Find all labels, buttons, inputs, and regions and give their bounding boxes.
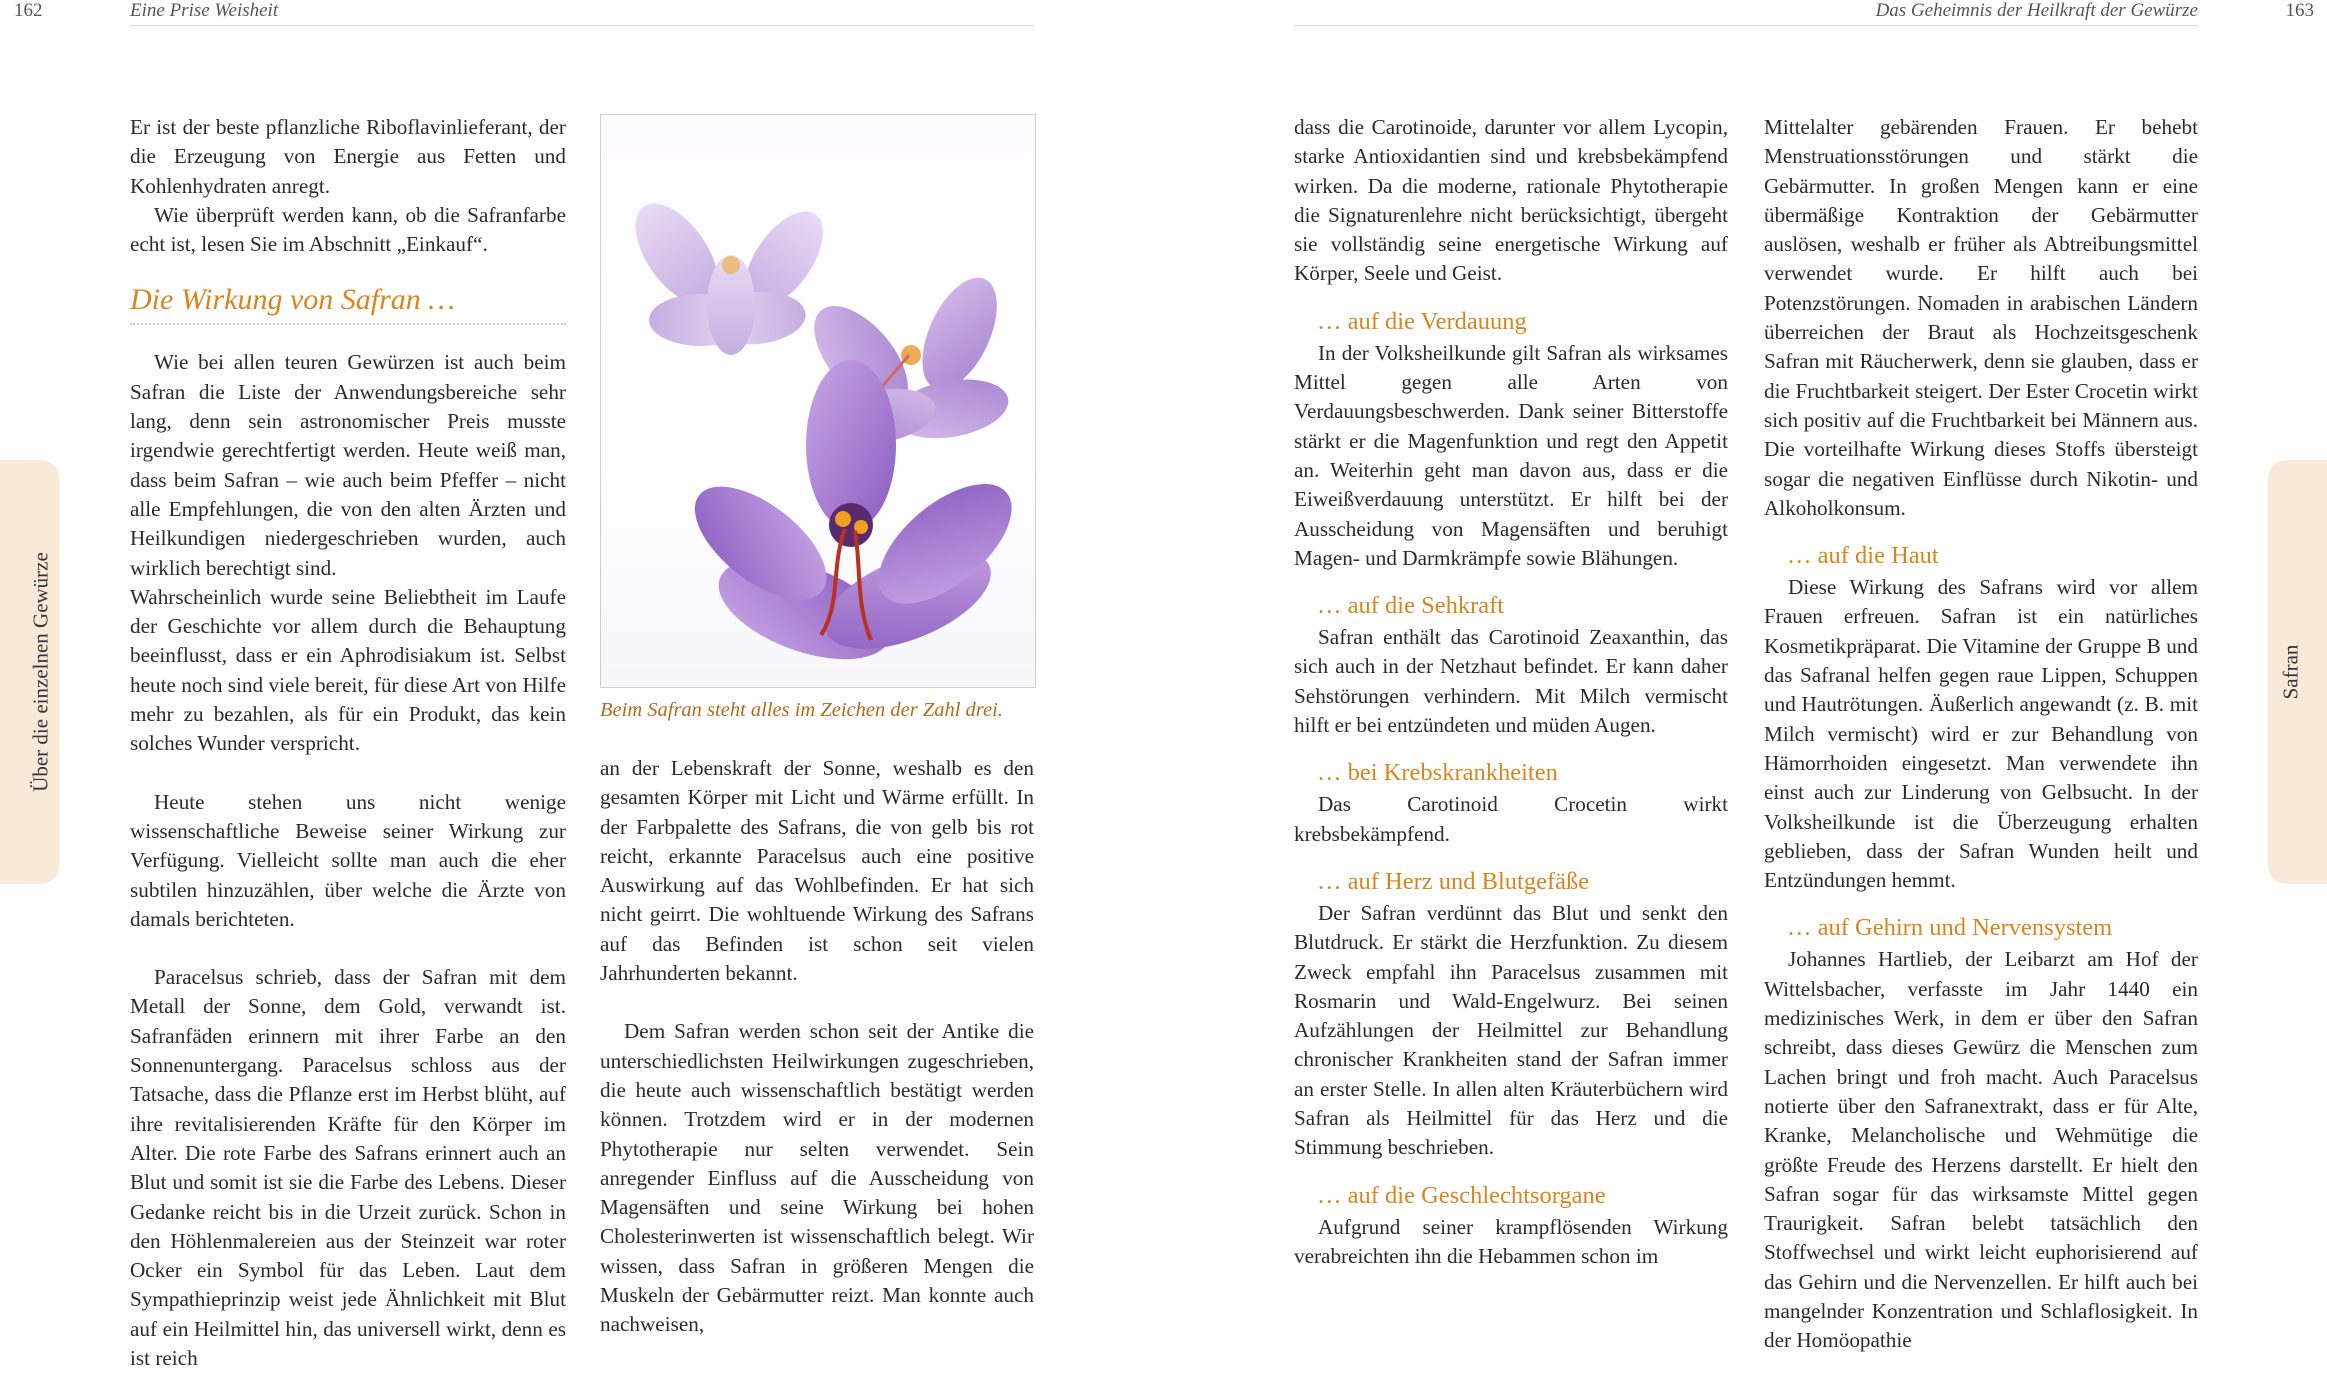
page-number-left: 162 [14, 0, 43, 21]
paragraph: Er ist der beste pflanzliche Riboflavinlieferant, der die Erzeugung von Energie aus Fetten und Kohlenhydraten anregt. [130, 115, 566, 198]
subheading: … auf die Verdauung [1317, 307, 1527, 335]
paragraph: Das Carotinoid Crocetin wirkt krebsbekämpfend. [1294, 792, 1728, 846]
paragraph: Aufgrund seiner krampflösenden Wirkung verabreichten ihn die Hebammen schon im [1294, 1214, 1728, 1268]
running-head-right: Das Geheimnis der Heilkraft der Gewürze [1875, 0, 2198, 21]
subheading: … auf die Geschlechtsorgane [1317, 1181, 1606, 1209]
paragraph: dass die Carotinoide, darunter vor allem Lycopin, starke Antioxidantien sind und krebsbekämpfend wirken. Da die moderne, rationale Phytotherapie die Signaturenlehre nicht berücksichtigt, übergeht sie vollständig seine energetische Wirkung auf Körper, Seele und Geist. [1294, 115, 1728, 286]
paragraph: Wahrscheinlich wurde seine Beliebtheit im Laufe der Geschichte vor allem durch die Behauptung beeinflusst, dass er ein Aphrodisiakum ist. Selbst heute noch sind viele bereit, für diese Art von Hilfe mehr zu bezahlen, als für ein Produkt, das kein solches Wunder verspricht. [130, 584, 566, 756]
heading-dotted-rule [130, 323, 566, 325]
paragraph: Der Safran verdünnt das Blut und senkt den Blutdruck. Er stärkt die Herzfunktion. Zu diesem Zweck empfahl ihn Paracelsus zusammen mit Rosmarin und Wald-Engelwurz. Bei seinen Aufzählungen der Heilmittel zur Behandlung chronischer Krankheiten stand der Safran immer an erster Stelle. In allen alten Kräuterbüchern wird Safran als Heilmittel für das Herz und die Stimmung beschrieben. [1294, 900, 1728, 1160]
paragraph: Dem Safran werden schon seit der Antike die unterschiedlichsten Heilwirkungen zugeschrieben, die heute auch wissenschaftlich bestätigt werden können. Trotzdem wird er in der modernen Phytotherapie nur selten verwendet. Sein anregender Einfluss auf die Ausscheidung von Magensäften und seine Wirkung bei hohen Cholesterinwerten ist wissenschaftlich belegt. Wir wissen, dass Safran in größeren Mengen die Muskeln der Gebärmutter reizt. Man konnte auch nachweisen, [600, 1019, 1034, 1337]
paragraph: Johannes Hartlieb, der Leibarzt am Hof der Wittelsbacher, verfasste im Jahr 1440 ein medizinisches Werk, in dem er über den Safran schreibt, dass dieses Gewürz die Menschen zum Lachen bringt und froh macht. Auch Paracelsus notierte über den Safranextrakt, dass er für Alte, Kranke, Melancholische und Wehmütige die größte Freude des Herzens darstellt. Er hielt den Safran sogar für das wirksamste Mittel gegen Traurigkeit. Safran belebt tatsächlich den Stoffwechsel und wirkt leicht euphorisierend auf das Gehirn und die Nervenzellen. Er hilft auch bei mangelnder Konzentration und Schlaflosigkeit. In der Homöopathie [1764, 947, 2198, 1353]
subheading: … auf Herz und Blutgefäße [1317, 867, 1590, 895]
subheading: … bei Krebskrankheiten [1317, 759, 1558, 787]
page-number-right: 163 [2285, 0, 2314, 21]
header-rule-right [1294, 25, 2198, 26]
subheading: … auf die Sehkraft [1317, 592, 1505, 620]
paragraph: Wie bei allen teuren Gewürzen ist auch beim Safran die Liste der Anwendungsbereiche sehr lang, denn sein astronomischer Preis musste irgendwie gerechtfertigt werden. Heute weiß man, dass beim Safran – wie auch beim Pfeffer – nicht alle Empfehlungen, die von den alten Ärzten und Heilkundigen niedergeschrieben wurden, auch wirklich berechtigt sind. [130, 350, 566, 580]
side-tab-left-label: Über die einzelnen Gewürze [28, 552, 53, 792]
paragraph: Safran enthält das Carotinoid Zeaxanthin, das sich auch in der Netzhaut befindet. Er kann daher Sehstörungen verhindern. Mit Milch vermischt hilft er bei entzündeten und müden Augen. [1294, 625, 1728, 738]
running-head-left: Eine Prise Weisheit [130, 0, 279, 21]
photo-caption: Beim Safran steht alles im Zeichen der Zahl drei. [600, 699, 1003, 721]
paragraph: Diese Wirkung des Safrans wird vor allem Frauen erfreuen. Safran ist ein natürliches Kosmetikpräparat. Die Vitamine der Gruppe B und das Safranal helfen gegen raue Lippen, Schuppen und Hautrötungen. Äußerlich angewandt (z. B. mit Milch vermischt) wird er zur Behandlung von Hämorrhoiden eingesetzt. Man verwendete ihn einst auch zur Linderung von Gelbsucht. In der Volksheilkunde ist die Überzeugung erhalten geblieben, dass der Safran Wunden heilt und Entzündungen hemmt. [1764, 575, 2198, 893]
paragraph: Heute stehen uns nicht wenige wissenschaftliche Beweise seiner Wirkung zur Verfügung. Vielleicht sollte man auch die eher subtilen hinzuzählen, über welche die Ärzte von damals berichteten. [130, 789, 566, 931]
paragraph: Wie überprüft werden kann, ob die Safranfarbe echt ist, lesen Sie im Abschnitt „Einkauf“. [130, 202, 566, 257]
paragraph: In der Volksheilkunde gilt Safran als wirksames Mittel gegen alle Arten von Verdauungsbeschwerden. Dank seiner Bitterstoffe stärkt er die Magenfunktion und regt den Appetit an. Weiterhin geht man davon aus, dass er die Eiweißverdauung unterstützt. Er hilft bei der Ausscheidung von Magensäften und beruhigt Magen- und Darmkrämpfe sowie Blähungen. [1294, 340, 1728, 570]
header-rule-left [130, 25, 1035, 26]
subheading: … auf Gehirn und Nervensystem [1787, 914, 2113, 942]
section-heading: Die Wirkung von Safran … [130, 283, 455, 317]
subheading: … auf die Haut [1787, 542, 1939, 570]
left-column-1 [130, 113, 566, 1373]
paragraph: Mittelalter gebärenden Frauen. Er behebt Menstruationsstörungen und stärkt die Gebärmutter. In großen Mengen kann er eine übermäßige Kontraktion der Gebärmutter auslösen, weshalb er früher als Abtreibungsmittel verwendet wurde. Er hilft auch bei Potenzstörungen. Nomaden in arabischen Ländern überreichen der Braut als Hochzeitsgeschenk Safran mit Räucherwerk, denn sie glauben, dass er die Fruchtbarkeit steigert. Der Ester Crocetin wirkt sich positiv auf die Fruchtbarkeit bei Männern aus. Die vorteilhafte Wirkung dieses Stoffs übersteigt sogar die negativen Einflüsse durch Nikotin- und Alkoholkonsum. [1764, 115, 2198, 520]
crocus-illustration [601, 115, 1035, 687]
paragraph: an der Lebenskraft der Sonne, weshalb es den gesamten Körper mit Licht und Wärme erfüllt. In der Farbpalette des Safrans, die von gelb bis rot reicht, erkannte Paracelsus auch eine positive Auswirkung auf das Wohlbefinden. Er hat sich nicht geirrt. Die wohltuende Wirkung des Safrans auf das Befinden ist schon seit vielen Jahrhunderten bekannt. [600, 756, 1034, 986]
left-column-2 [600, 754, 1034, 1340]
right-column-1 [1294, 113, 1728, 1271]
saffron-flower-photo [600, 114, 1036, 688]
right-column-2 [1764, 113, 2198, 1356]
paragraph: Paracelsus schrieb, dass der Safran mit dem Metall der Sonne, dem Gold, verwandt ist. Safranfäden erinnern mit ihrer Farbe an den Sonnenuntergang. Paracelsus schloss aus der Tatsache, dass die Pflanze erst im Herbst blüht, auf ihre revitalisierenden Kräfte für den Körper im Alter. Die rote Farbe des Safrans erinnert auch an Blut und somit ist sie die Farbe des Lebens. Dieser Gedanke reicht bis in die Urzeit zurück. Schon in den Höhlenmalereien aus der Steinzeit war roter Ocker ein Symbol für das Leben. Laut dem Sympathieprinzip weist jede Ähnlichkeit mit Blut auf ein Heilmittel hin, das universell wirkt, denn es ist reich [130, 965, 566, 1370]
side-tab-right-label: Safran [2278, 644, 2303, 700]
